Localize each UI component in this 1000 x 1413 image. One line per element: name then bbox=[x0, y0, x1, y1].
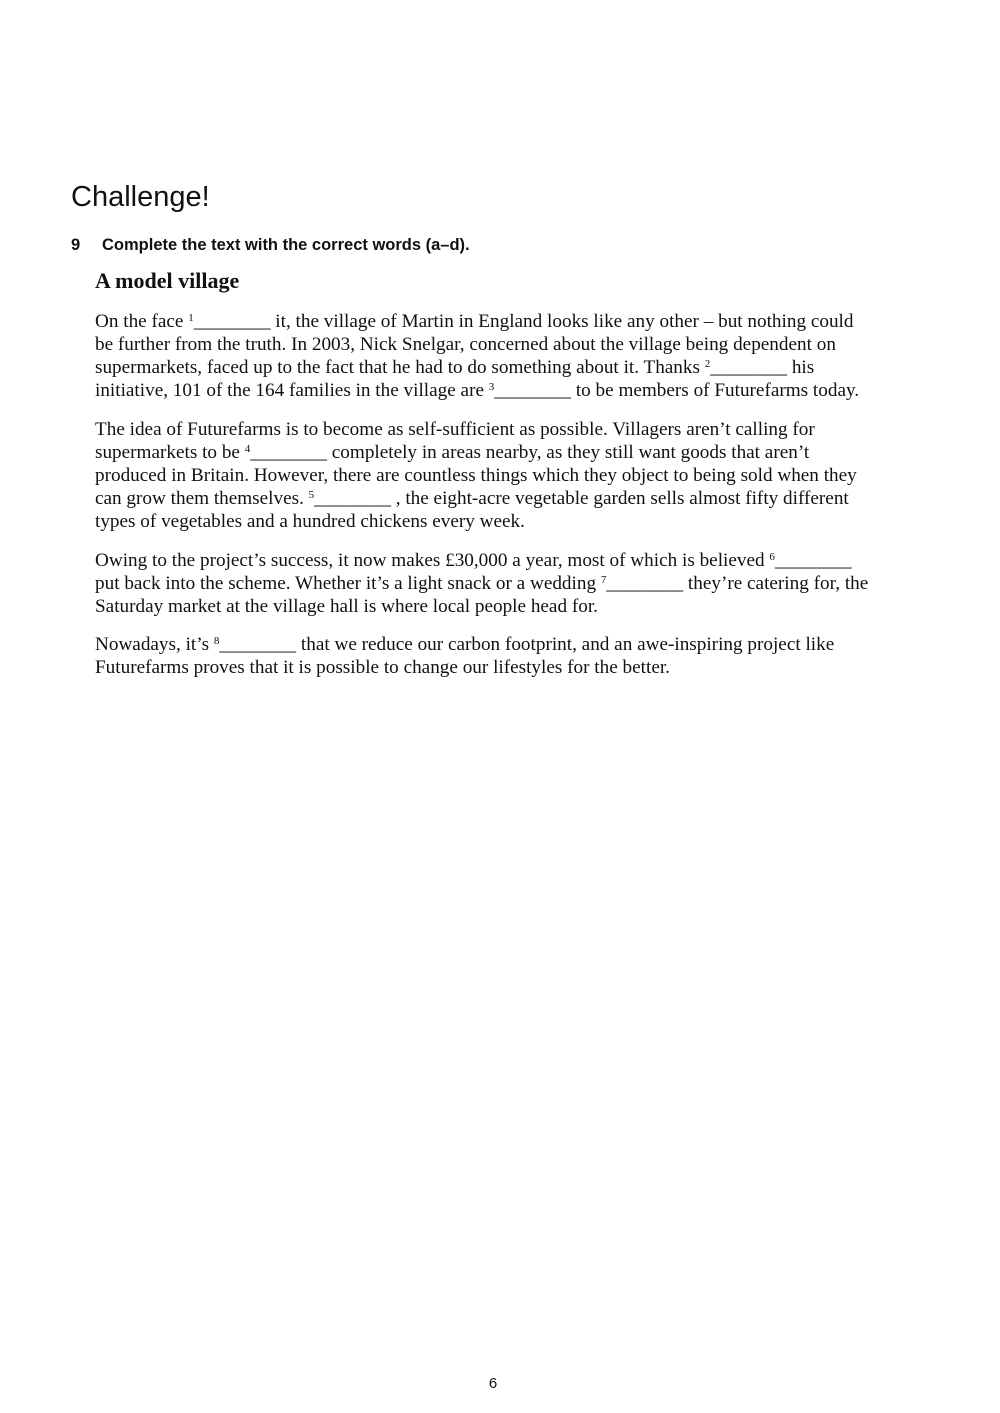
text-line: Nowadays, it’s $^8$________ that we reduce our carbon footprint, and an awe-inspiring project like bbox=[95, 634, 835, 655]
text-line: be further from the truth. In 2003, Nick Snelgar, concerned about the village being dependent on bbox=[95, 334, 836, 355]
text-line: On the face $^1$________ it, the village of Martin in England looks like any other – but nothing could bbox=[95, 311, 854, 332]
gap-blank: ________ bbox=[494, 380, 572, 401]
text-line: produced in Britain. However, there are countless things which they object to being sold when they bbox=[95, 465, 857, 486]
text-line: Saturday market at the village hall is where local people head for. bbox=[95, 596, 598, 617]
gap-number: 8 bbox=[213, 634, 220, 647]
text-line: types of vegetables and a hundred chickens every week. bbox=[95, 511, 525, 532]
text-line: supermarkets to be $^4$________ completely in areas nearby, as they still want goods that aren’t bbox=[95, 442, 810, 463]
text-line: supermarkets, faced up to the fact that he had to do something about it. Thanks $^2$________ his bbox=[95, 357, 815, 378]
text-line: can grow them themselves. $^5$________ , the eight-acre vegetable garden sells almost fifty different bbox=[95, 488, 849, 509]
gap-blank: ________ bbox=[219, 634, 297, 655]
text-line: Futurefarms proves that it is possible to change our lifestyles for the better. bbox=[95, 657, 670, 678]
article-paragraph-1 bbox=[95, 310, 925, 402]
text-line: initiative, 101 of the 164 families in the village are $^3$________ to be members of Futurefarms today. bbox=[95, 380, 860, 401]
gap-blank: ________ bbox=[710, 357, 788, 378]
gap-number: 2 bbox=[704, 357, 711, 370]
page-title: Challenge! bbox=[71, 181, 210, 213]
gap-number: 4 bbox=[244, 442, 251, 455]
gap-blank: ________ bbox=[193, 311, 271, 332]
gap-number: 3 bbox=[488, 380, 495, 393]
gap-blank: ________ bbox=[774, 550, 852, 571]
gap-number: 7 bbox=[600, 573, 607, 586]
gap-number: 1 bbox=[188, 311, 194, 324]
article-paragraph-4 bbox=[95, 633, 925, 679]
gap-number: 6 bbox=[769, 550, 775, 563]
gap-number: 5 bbox=[308, 488, 315, 501]
exercise-number: 9 bbox=[71, 236, 81, 254]
article-paragraph-3 bbox=[95, 549, 925, 618]
text-line: The idea of Futurefarms is to become as self-sufficient as possible. Villagers aren’t calling for bbox=[95, 419, 815, 440]
gap-blank: ________ bbox=[606, 573, 684, 594]
text-line: put back into the scheme. Whether it’s a light snack or a wedding $^7$________ they’re catering for, the bbox=[95, 573, 869, 594]
exercise-instruction bbox=[71, 236, 470, 255]
page-number: 6 bbox=[488, 1375, 498, 1392]
article-paragraph-2 bbox=[95, 418, 925, 533]
text-line: Owing to the project’s success, it now makes £30,000 a year, most of which is believed $^6$________ bbox=[95, 550, 852, 571]
article-title: A model village bbox=[95, 268, 240, 293]
exercise-instruction-text: Complete the text with the correct words (a–d). bbox=[102, 236, 470, 254]
gap-blank: ________ bbox=[250, 442, 327, 463]
gap-blank: ________ bbox=[314, 488, 391, 509]
